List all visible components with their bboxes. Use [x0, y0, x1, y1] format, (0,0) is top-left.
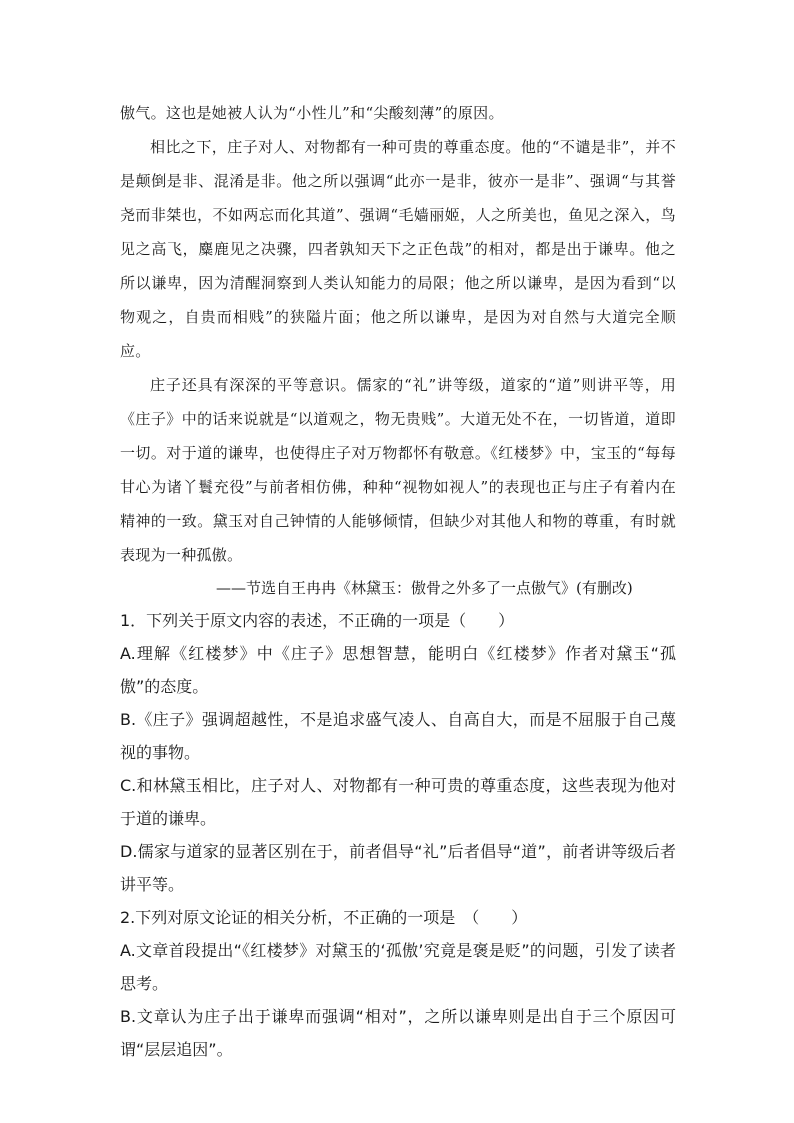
question-1: [120, 604, 676, 901]
question-1-option-b: B.《庄子》强调超越性，不是追求盛气凌人、自高自大，而是不屈服于自己蔑视的事物。: [120, 710, 676, 762]
article-paragraph-3: 庄子还具有深深的平等意识。儒家的“礼”讲等级，道家的“道”则讲平等，用《庄子》中的话来说就是“以道观之，物无贵贱”。大道无处不在，一切皆道，道即一切。对于道的谦卑，也使得庄子对万物都怀有敬意。《红楼梦》中，宝玉的“每每甘心为诸丫鬟充役”与前者相仿佛，种种“视物如视人”的表现也正与庄子有着内在精神的一致。黛玉对自己钟情的人能够倾情，但缺少对其他人和物的尊重，有时就表现为一种孤傲。: [120, 376, 676, 564]
page-content: [120, 96, 676, 1066]
question-1-stem: 1．下列关于原文内容的表述，不正确的一项是（ ）: [120, 611, 515, 630]
question-2-option-b: B.文章认为庄子出于谦卑而强调“相对”，之所以谦卑则是出自于三个原因可谓“层层追因”。: [120, 1007, 676, 1059]
question-1-option-a: A.理解《红楼梦》中《庄子》思想智慧，能明白《红楼梦》作者对黛玉“孤傲”的态度。: [120, 644, 676, 696]
question-2-stem: 2.下列对原文论证的相关分析，不正确的一项是 （ ）: [120, 908, 528, 927]
article-paragraph-1: 傲气。这也是她被人认为“小性儿”和“尖酸刻薄”的原因。: [120, 104, 504, 122]
question-1-option-d: D.儒家与道家的显著区别在于，前者倡导“礼”后者倡导“道”，前者讲等级后者讲平等。: [120, 842, 676, 894]
question-2-option-a: A.文章首段提出“《红楼梦》对黛玉的‘孤傲’究竟是褒是贬”的问题，引发了读者思考。: [120, 941, 676, 993]
question-2: [120, 901, 676, 1066]
article-source: ——节选自王冉冉《林黛玉：傲骨之外多了一点傲气》(有删改): [216, 579, 633, 597]
question-1-option-c: C.和林黛玉相比，庄子对人、对物都有一种可贵的尊重态度，这些表现为他对于道的谦卑。: [120, 776, 676, 828]
article-paragraph-2: 相比之下，庄子对人、对物都有一种可贵的尊重态度。他的“不谴是非”，并不是颠倒是非、混淆是非。他之所以强调“此亦一是非，彼亦一是非”、强调“与其誉尧而非桀也，不如两忘而化其道”、强调“毛嫱丽姬，人之所美也，鱼见之深入，鸟见之高飞，麋鹿见之决骤，四者孰知天下之正色哉”的相对，都是出于谦卑。他之所以谦卑，因为清醒洞察到人类认知能力的局限；他之所以谦卑，是因为看到“以物观之，自贵而相贱”的狭隘片面；他之所以谦卑，是因为对自然与大道完全顺应。: [120, 138, 676, 360]
